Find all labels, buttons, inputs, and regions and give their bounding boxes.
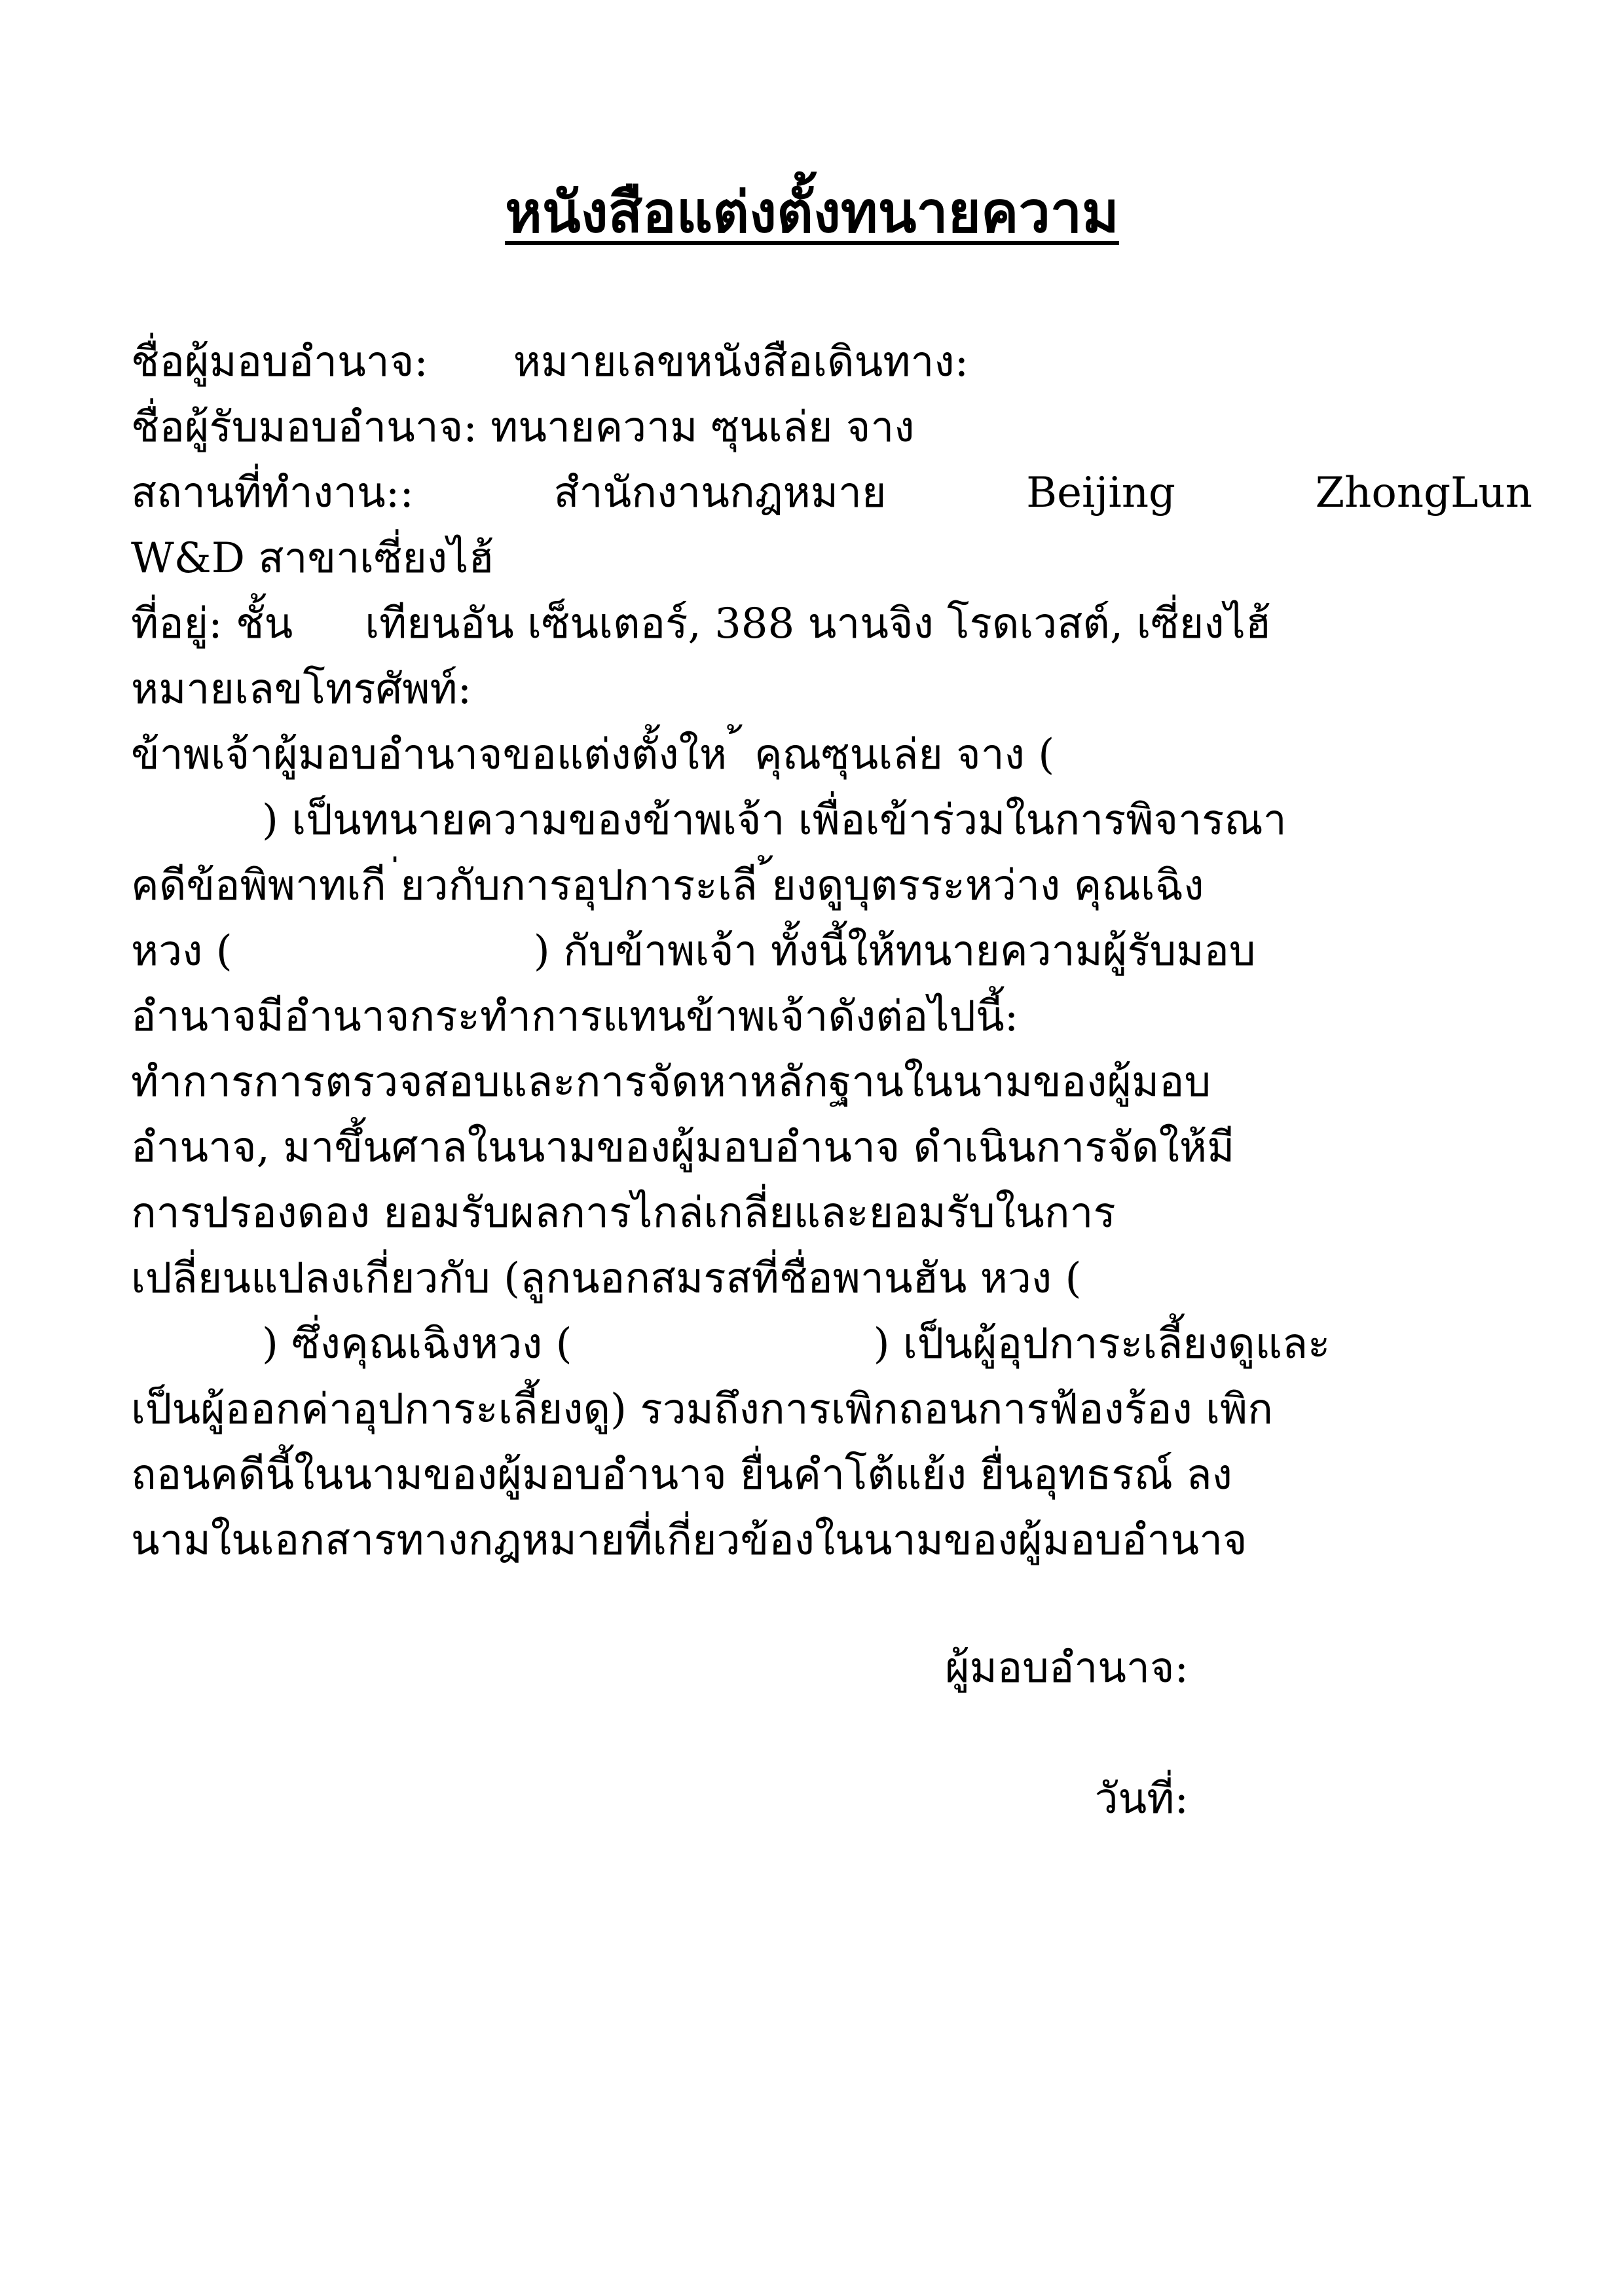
grantor-signature-label: ผู้มอบอำนาจ: bbox=[945, 1644, 1189, 1692]
phone-line: หมายเลขโทรศัพท์: bbox=[131, 665, 472, 714]
redacted-name-4 bbox=[572, 1328, 874, 1367]
redacted-name-1 bbox=[1054, 738, 1225, 778]
paragraph1-line4 bbox=[131, 920, 1532, 983]
paragraph2-line7: ถอนคดีนี้ในนามของผู้มอบอำนาจ ยื่นคำโต้แย้ง ยื่นอุทธรณ์ ลง bbox=[131, 1451, 1232, 1499]
paragraph2-line4 bbox=[131, 1247, 1532, 1310]
paragraph1-line2 bbox=[131, 789, 1532, 852]
grantor-label: ชื่อผู้มอบอำนาจ: bbox=[131, 338, 428, 386]
redacted-name-2 bbox=[232, 935, 534, 974]
paragraph1-text-2: ) เป็นทนายความของข้าพเจ้า เพื่อเข้าร่วมในการพิจารณา bbox=[262, 796, 1287, 845]
workplace-branch-line: W&D สาขาเซี่ยงไฮ้ bbox=[131, 534, 494, 583]
paragraph2-line1: ทำการการตรวจสอบและการจัดหาหลักฐานในนามของผู้มอบ bbox=[131, 1058, 1211, 1106]
paragraph2-text-5a: ) ซึ่งคุณเฉิงหวง ( bbox=[262, 1320, 572, 1368]
document-title: หนังสือแต่งตั้งทนายความ bbox=[505, 180, 1119, 246]
address-rest: เทียนอัน เซ็นเตอร์, 388 นานจิง โรดเวสต์, เซี่ยงไฮ้ bbox=[365, 600, 1271, 648]
paragraph2-text-4: เปลี่ยนแปลงเกี่ยวกับ (ลูกนอกสมรสที่ชื่อพานฮัน หวง ( bbox=[131, 1254, 1082, 1303]
paragraph1-text-4a: หวง ( bbox=[131, 927, 232, 975]
paragraph2-line3: การปรองดอง ยอมรับผลการไกล่เกลี่ยและยอมรับในการ bbox=[131, 1189, 1116, 1237]
redacted-floor bbox=[293, 608, 365, 647]
workplace-beijing: Beijing bbox=[1026, 469, 1175, 517]
paragraph1-line1 bbox=[131, 723, 1532, 786]
workplace-line bbox=[131, 462, 1532, 524]
paragraph2-line8: นามในเอกสารทางกฎหมายที่เกี่ยวข้องในนามของผู้มอบอำนาจ bbox=[131, 1516, 1247, 1565]
workplace-label: สถานที่ทำงาน:: bbox=[131, 469, 414, 517]
paragraph2-text-5b: ) เป็นผู้อุปการะเลี้ยงดูและ bbox=[873, 1320, 1331, 1368]
paragraph2-line5 bbox=[131, 1313, 1532, 1376]
paragraph1-line5: อำนาจมีอำนาจกระทำการแทนข้าพเจ้าดังต่อไปนี้: bbox=[131, 993, 1019, 1041]
passport-label: หมายเลขหนังสือเดินทาง: bbox=[513, 338, 969, 386]
workplace-zhonglun: ZhongLun bbox=[1315, 469, 1532, 517]
address-line bbox=[131, 592, 1532, 655]
grantee-line: ชื่อผู้รับมอบอำนาจ: ทนายความ ซุนเล่ย จาง bbox=[131, 403, 915, 452]
paragraph2-line2: อำนาจ, มาขึ้นศาลในนามของผู้มอบอำนาจ ดำเนินการจัดให้มี bbox=[131, 1123, 1235, 1172]
redacted-name-1-cont bbox=[131, 804, 262, 843]
date-label: วันที่: bbox=[1094, 1775, 1189, 1823]
address-prefix: ที่อยู่: ชั้น bbox=[131, 600, 293, 648]
paragraph2-line6: เป็นผู้ออกค่าอุปการะเลี้ยงดู) รวมถึงการเพิกถอนการฟ้องร้อง เพิก bbox=[131, 1385, 1273, 1434]
grantor-line bbox=[131, 331, 1532, 393]
paragraph1-text-4b: ) กับข้าพเจ้า ทั้งนี้ให้ทนายความผู้รับมอบ bbox=[533, 927, 1256, 975]
paragraph1-text-1: ข้าพเจ้าผู้มอบอำนาจขอแต่งตั้งให ้ คุณซุนเล่ย จาง ( bbox=[131, 731, 1055, 779]
paragraph1-line3: คดีข้อพิพาทเกี ่ยวกับการอุปการะเลี ้ยงดูบุตรระหว่าง คุณเฉิง bbox=[131, 862, 1204, 910]
workplace-office: สำนักงานกฎหมาย bbox=[553, 469, 887, 517]
redacted-name-3 bbox=[1081, 1262, 1166, 1302]
redacted-name-3-cont bbox=[131, 1328, 262, 1367]
